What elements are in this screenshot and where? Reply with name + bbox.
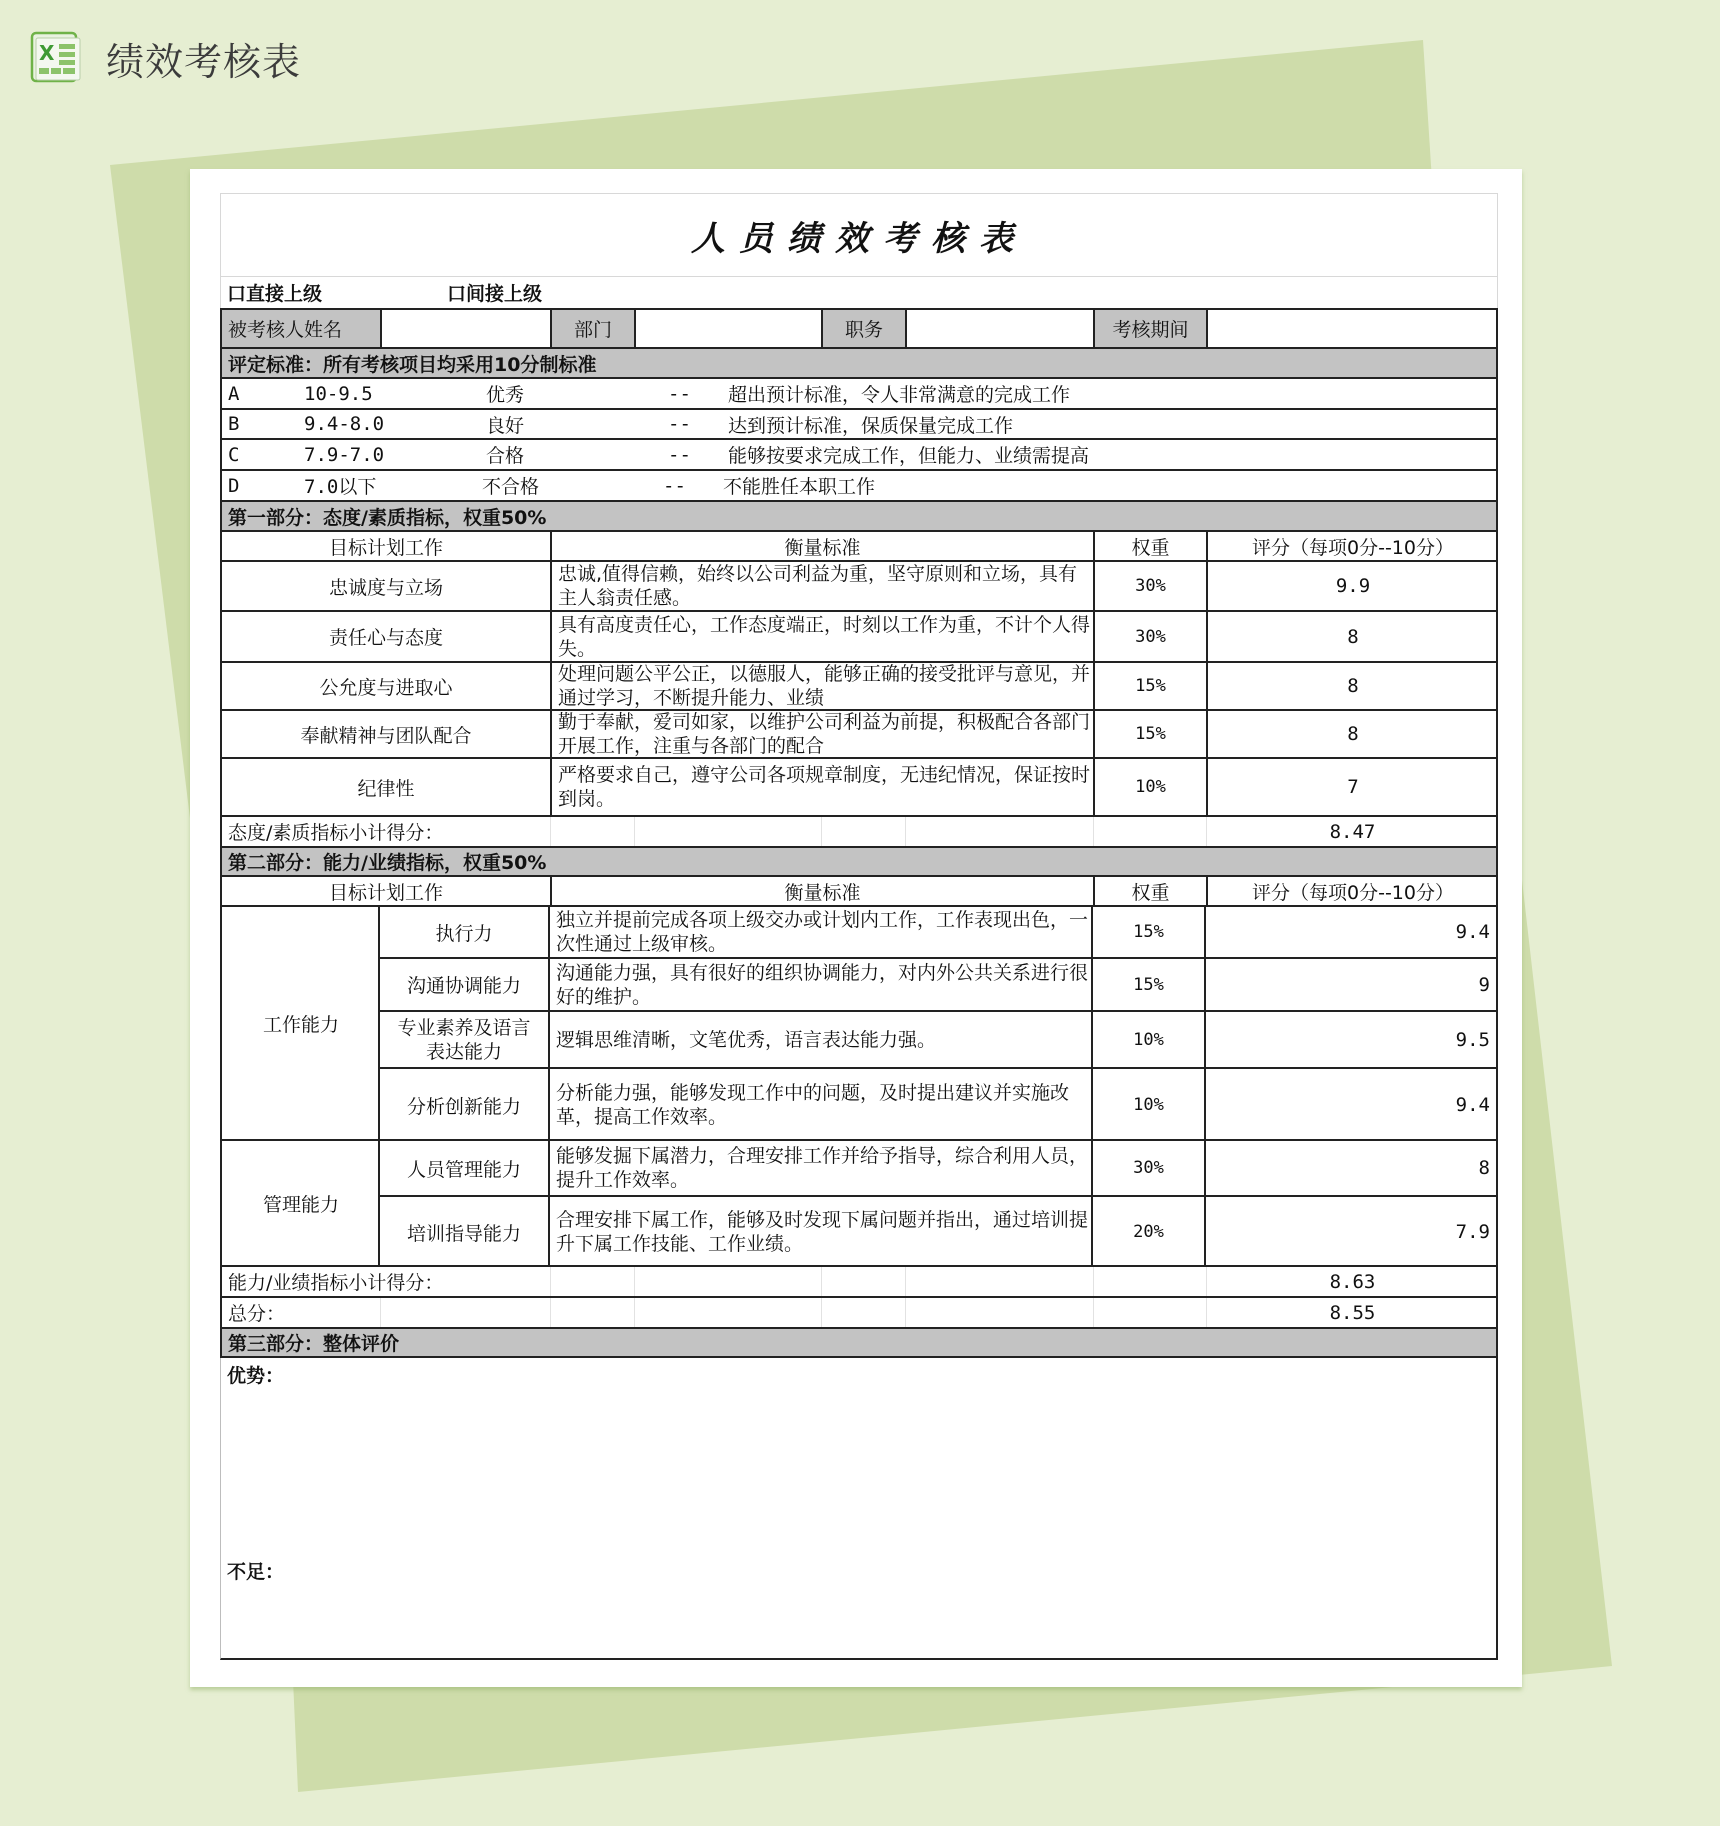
weaknesses-field[interactable] (227, 1586, 1490, 1652)
form-title: 人员绩效考核表 (691, 218, 1027, 259)
name-label: 被考核人姓名 (222, 310, 380, 347)
score-cell[interactable]: 7.9 (1204, 1197, 1496, 1267)
part1-item-row: 公允度与进取心 处理问题公平公正，以德服人，能够正确的接受批评与意见，并通过学习，不断提升能力、业绩 15% 8 (220, 663, 1498, 711)
dept-label: 部门 (550, 310, 634, 347)
score-cell[interactable]: 9.4 (1204, 1069, 1496, 1141)
part1-subtotal-row: 态度/素质指标小计得分： 8.47 (220, 817, 1498, 848)
part1-subtotal-value: 8.47 (1206, 817, 1498, 846)
period-field[interactable] (1206, 310, 1496, 347)
part1-item-row: 责任心与态度 具有高度责任心，工作态度端正，时刻以工作为重，不计个人得失。 30% 8 (220, 612, 1498, 663)
part1-item-row: 纪律性 严格要求自己，遵守公司各项规章制度，无违纪情况，保证按时到岗。 10% 7 (220, 759, 1498, 817)
part2-item-row: 人员管理能力 能够发掘下属潜力，合理安排工作并给予指导，综合利用人员，提升工作效率。 30% 8 (378, 1141, 1498, 1197)
part2-item-row: 分析创新能力 分析能力强，能够发现工作中的问题，及时提出建议并实施改革，提高工作效率。 10% 9.4 (378, 1069, 1498, 1141)
part1-heading: 第一部分：态度/素质指标，权重50% (220, 502, 1498, 532)
app-header (28, 28, 301, 88)
part2-item-row: 专业素养及语言表达能力 逻辑思维清晰，文笔优秀，语言表达能力强。 10% 9.5 (378, 1012, 1498, 1069)
checkbox-indirect-supervisor[interactable]: 口间接上级 (447, 283, 543, 305)
grade-row-c: C 7.9-7.0 合格 -- 能够按要求完成工作，但能力、业绩需提高 (220, 440, 1498, 471)
score-cell[interactable]: 9.4 (1204, 907, 1496, 957)
svg-text:X: X (39, 41, 55, 65)
score-cell[interactable]: 8 (1206, 711, 1498, 757)
part2-item-row: 沟通协调能力 沟通能力强，具有很好的组织协调能力，对内外公共关系进行很好的维护。 15% 9 (378, 959, 1498, 1012)
total-row: 总分： 8.55 (220, 1298, 1498, 1329)
work-ability-group: 工作能力 (220, 907, 1498, 1141)
part2-item-row: 培训指导能力 合理安排下属工作，能够及时发现下属问题并指出，通过培训提升下属工作技能、工作业绩。 20% 7.9 (378, 1197, 1498, 1267)
app-title: 绩效考核表 (106, 39, 302, 84)
document-page (190, 169, 1522, 1687)
score-cell[interactable]: 9 (1204, 959, 1496, 1010)
name-field[interactable] (380, 310, 550, 347)
grade-row-b: B 9.4-8.0 良好 -- 达到预计标准，保质保量完成工作 (220, 410, 1498, 440)
score-cell[interactable]: 9.5 (1204, 1012, 1496, 1067)
position-field[interactable] (905, 310, 1093, 347)
grade-row-a: A 10-9.5 优秀 -- 超出预计标准，令人非常满意的完成工作 (220, 379, 1498, 410)
score-cell[interactable]: 8 (1206, 612, 1498, 661)
checkbox-direct-supervisor[interactable]: 口直接上级 (227, 283, 323, 305)
part1-column-header: 目标计划工作 衡量标准 权重 评分（每项0分--10分） (220, 532, 1498, 562)
dept-field[interactable] (634, 310, 821, 347)
part2-heading: 第二部分：能力/业绩指标，权重50% (220, 848, 1498, 877)
weaknesses-label: 不足： (227, 1560, 285, 1582)
part2-subtotal-row: 能力/业绩指标小计得分： 8.63 (220, 1267, 1498, 1298)
employee-info-row (220, 308, 1498, 349)
part1-item-row: 忠诚度与立场 忠诚,值得信赖，始终以公司利益为重，坚守原则和立场，具有主人翁责任感。 30% 9.9 (220, 562, 1498, 612)
part1-item-row: 奉献精神与团队配合 勤于奉献，爱司如家，以维护公司利益为前提，积极配合各部门开展工作，注重与各部门的配合 15% 8 (220, 711, 1498, 759)
part2-item-row: 执行力 独立并提前完成各项上级交办或计划内工作，工作表现出色，一次性通过上级审核。 15% 9.4 (378, 907, 1498, 959)
score-cell[interactable]: 8 (1206, 663, 1498, 709)
title-row (220, 193, 1498, 277)
management-ability-group: 管理能力 (220, 1141, 1498, 1267)
part3-heading: 第三部分：整体评价 (220, 1329, 1498, 1358)
score-cell[interactable]: 7 (1206, 759, 1498, 815)
grade-row-d: D 7.0以下 不合格 -- 不能胜任本职工作 (220, 471, 1498, 502)
strengths-label: 优势： (227, 1364, 285, 1386)
total-score-value: 8.55 (1206, 1298, 1498, 1327)
score-cell[interactable]: 9.9 (1206, 562, 1498, 610)
part2-subtotal-value: 8.63 (1206, 1267, 1498, 1296)
score-cell[interactable]: 8 (1204, 1141, 1496, 1195)
part2-column-header: 目标计划工作 衡量标准 权重 评分（每项0分--10分） (220, 877, 1498, 907)
standard-heading: 评定标准：所有考核项目均采用10分制标准 (220, 349, 1498, 379)
position-label: 职务 (821, 310, 905, 347)
overall-evaluation-box (220, 1358, 1498, 1660)
strengths-field[interactable] (227, 1390, 1490, 1540)
period-label: 考核期间 (1093, 310, 1206, 347)
supervisor-row (220, 277, 1498, 308)
excel-icon (28, 30, 84, 86)
